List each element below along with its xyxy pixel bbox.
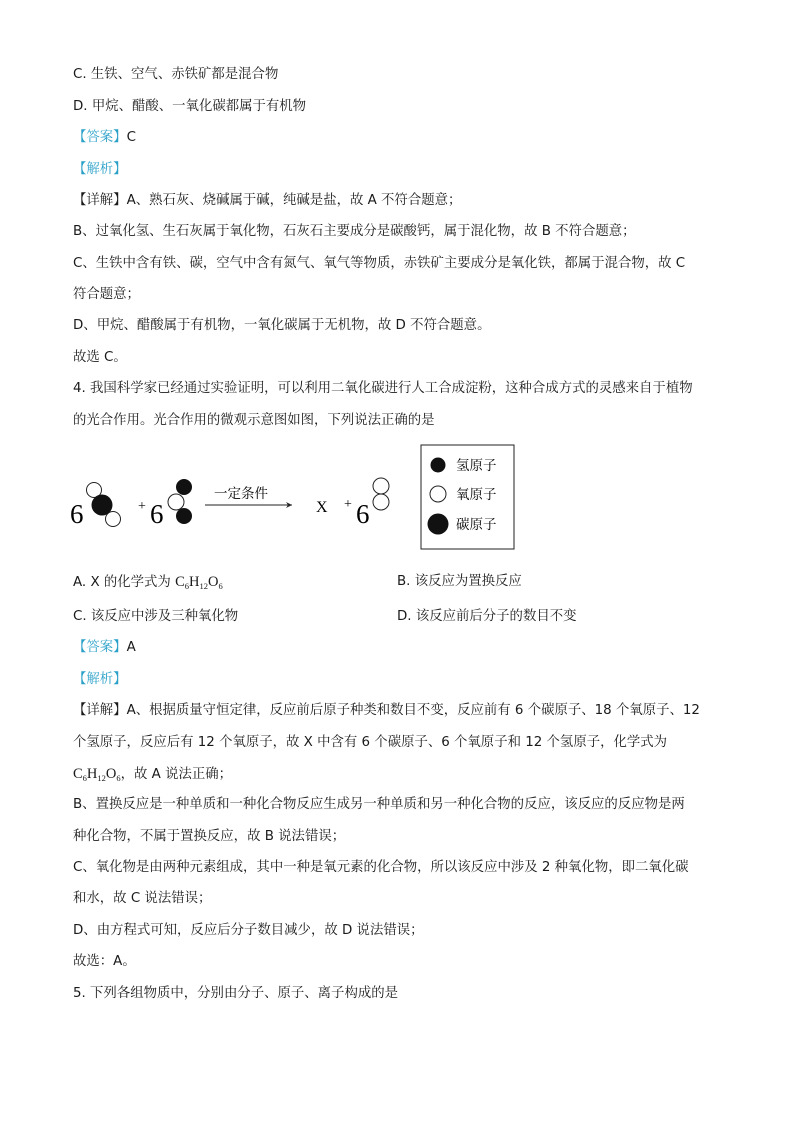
plus-sign-2: + bbox=[344, 497, 352, 512]
question-5-line: 5. 下列各组物质中，分别由分子、原子、离子构成的是 bbox=[73, 986, 399, 1001]
formula-glucose: $C_6H_{12}O_6$ bbox=[73, 766, 121, 783]
oxygen-atom bbox=[176, 479, 192, 495]
question-4-line-1: 4. 我国科学家已经通过实验证明，可以利用二氧化碳进行人工合成淀粉，这种合成方式的灵感来自于植物 bbox=[73, 381, 693, 396]
question-4-line-2: 的光合作用。光合作用的微观示意图如图，下列说法正确的是 bbox=[73, 413, 435, 428]
coefficient-3: 6 bbox=[356, 499, 370, 529]
detail4-line-7: 和水，故 C 说法错误； bbox=[73, 891, 212, 906]
answer-line-q4 bbox=[73, 639, 136, 657]
detail-line-b: B、过氧化氢、生石灰属于氧化物，石灰石主要成分是碳酸钙，属于混化物，故 B 不符合题意； bbox=[73, 224, 636, 239]
analysis-tag-q4: 【解析】 bbox=[73, 672, 127, 687]
analysis-tag-q3: 【解析】 bbox=[73, 162, 127, 177]
reaction-arrow bbox=[205, 502, 292, 508]
detail4-line-2: 个氢原子，反应后有 12 个氧原子，故 X 中含有 6 个碳原子、6 个氧原子和 12 个氢原子，化学式为 bbox=[73, 735, 668, 750]
answer-line-q3 bbox=[73, 129, 136, 147]
option-4a bbox=[73, 573, 223, 595]
oxygen-atom bbox=[373, 494, 389, 510]
oxygen-molecule bbox=[373, 478, 389, 510]
legend-oxygen-label: 氧原子 bbox=[456, 487, 497, 503]
detail-text: ，故 A 说法正确； bbox=[120, 767, 233, 782]
detail-line-c1: C、生铁中含有铁、碳，空气中含有氮气、氧气等物质，赤铁矿主要成分是氧化铁，都属于混合物，故 C bbox=[73, 256, 686, 271]
detail4-line-3 bbox=[73, 765, 232, 787]
option-4a-text: A. X 的化学式为 bbox=[73, 575, 176, 590]
detail4-line-5: 种化合物，不属于置换反应，故 B 说法错误； bbox=[73, 829, 346, 844]
formula-glucose: $C_6H_{12}O_6$ bbox=[175, 574, 223, 591]
carbon-atom bbox=[168, 494, 184, 510]
option-4c: C. 该反应中涉及三种氧化物 bbox=[73, 609, 239, 624]
oxygen-atom bbox=[92, 495, 113, 516]
carbon-dioxide-molecule bbox=[168, 479, 192, 524]
answer-value: A bbox=[126, 640, 136, 655]
selection-line-q4: 故选：A。 bbox=[73, 954, 136, 969]
reaction-diagram bbox=[0, 440, 794, 560]
detail4-line-6: C、氧化物是由两种元素组成，其中一种是氧元素的化合物，所以该反应中涉及 2 种氧化物，即二氧化碳 bbox=[73, 860, 689, 875]
legend-carbon-label: 碳原子 bbox=[456, 517, 497, 533]
coefficient-1: 6 bbox=[70, 499, 84, 529]
detail-line-d: D、甲烷、醋酸属于有机物，一氧化碳属于无机物，故 D 不符合题意。 bbox=[73, 318, 491, 333]
answer-value: C bbox=[126, 130, 136, 145]
legend-oxygen-icon bbox=[430, 486, 446, 502]
detail-tag: 【详解】 bbox=[73, 193, 127, 208]
detail-tag: 【详解】 bbox=[73, 703, 127, 718]
legend-hydrogen-label: 氢原子 bbox=[456, 458, 497, 474]
oxygen-atom bbox=[176, 508, 192, 524]
detail4-line-1 bbox=[73, 702, 700, 720]
option-4b: B. 该反应为置换反应 bbox=[397, 574, 522, 589]
detail-text: A、根据质量守恒定律，反应前后原子种类和数目不变，反应前有 6 个碳原子、18 个氧原子、12 bbox=[126, 703, 700, 718]
legend-carbon-icon bbox=[428, 514, 449, 535]
coefficient-2: 6 bbox=[150, 499, 164, 529]
selection-line-q3: 故选 C。 bbox=[73, 350, 127, 365]
option-d-line: D. 甲烷、醋酸、一氧化碳都属于有机物 bbox=[73, 99, 307, 114]
arrow-condition-label: 一定条件 bbox=[214, 486, 268, 502]
plus-sign-1: + bbox=[138, 499, 146, 514]
detail4-line-8: D、由方程式可知，反应后分子数目减少，故 D 说法错误； bbox=[73, 923, 424, 938]
detail4-line-4: B、置换反应是一种单质和一种化合物反应生成另一种单质和另一种化合物的反应，该反应的反应物是两 bbox=[73, 797, 685, 812]
product-x: X bbox=[316, 499, 328, 516]
detail-line-a bbox=[73, 192, 461, 210]
water-molecule bbox=[87, 483, 121, 527]
detail-text: A、熟石灰、烧碱属于碱，纯碱是盐，故 A 不符合题意； bbox=[126, 193, 462, 208]
oxygen-atom bbox=[373, 478, 389, 494]
answer-tag: 【答案】 bbox=[73, 640, 127, 655]
atom-legend bbox=[421, 445, 514, 549]
detail-line-c2: 符合题意； bbox=[73, 287, 140, 302]
answer-tag: 【答案】 bbox=[73, 130, 127, 145]
option-4d: D. 该反应前后分子的数目不变 bbox=[397, 609, 577, 624]
option-c-line: C. 生铁、空气、赤铁矿都是混合物 bbox=[73, 67, 279, 82]
legend-hydrogen-icon bbox=[431, 458, 446, 473]
